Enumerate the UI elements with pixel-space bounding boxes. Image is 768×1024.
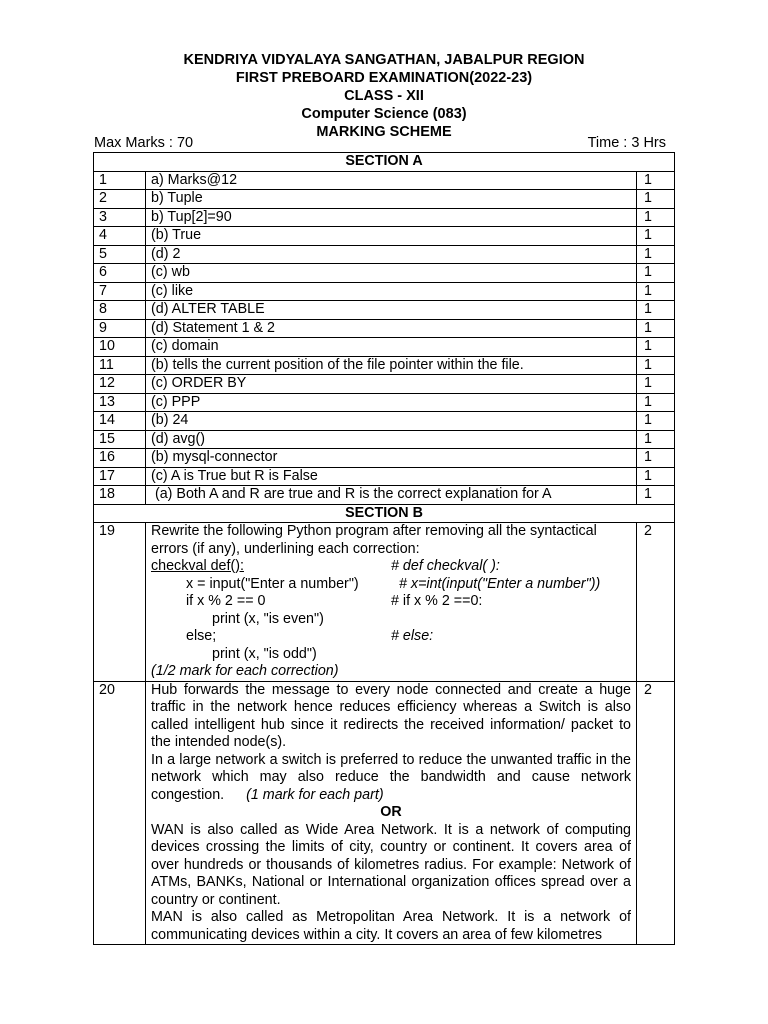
question-number: 6 [94,264,146,283]
marks-value: 1 [637,449,675,468]
marks-value: 1 [637,301,675,320]
question-number: 4 [94,227,146,246]
marks-value: 1 [637,430,675,449]
answer-text: (c) A is True but R is False [146,467,637,486]
marks-value: 1 [637,338,675,357]
question-20-row [94,681,675,945]
answer-text: (d) avg() [146,430,637,449]
answer-text: (d) ALTER TABLE [146,301,637,320]
question-number: 9 [94,319,146,338]
marks-value: 2 [637,523,675,682]
answer-text: (c) wb [146,264,637,283]
answer-text: (a) Both A and R are true and R is the correct explanation for A [146,486,637,505]
marks-value: 1 [637,190,675,209]
table-row [94,208,675,227]
section-b-header-row [94,504,675,523]
question-number: 1 [94,171,146,190]
code-note-5: # else: [391,628,434,644]
marks-value: 1 [637,412,675,431]
answer-paragraph-man: MAN is also called as Metropolitan Area Network. It is a network of communicating devices within a city. It covers an area of few kilometres [151,909,631,943]
marking-scheme-table [93,152,675,945]
question-number: 11 [94,356,146,375]
question-number: 3 [94,208,146,227]
or-separator: OR [380,804,402,820]
question-number: 16 [94,449,146,468]
answer-paragraph-hub-switch: Hub forwards the message to every node connected and create a huge traffic in the network hence reduces efficiency whereas a Switch is also called intelligent hub since it redirects the received information/ packet to the intended node(s). [151,681,631,750]
table-row [94,171,675,190]
answer-text: (c) PPP [146,393,637,412]
document-header [0,51,768,141]
header-class: CLASS - XII [344,88,424,104]
table-row [94,412,675,431]
question-number: 12 [94,375,146,394]
table-row [94,282,675,301]
answer-text: (d) Statement 1 & 2 [146,319,637,338]
header-title: MARKING SCHEME [316,124,452,140]
marks-value: 1 [637,282,675,301]
question-number: 7 [94,282,146,301]
question-number: 13 [94,393,146,412]
marks-value: 1 [637,486,675,505]
marks-value: 1 [637,227,675,246]
question-20-marking-note: (1 mark for each part) [246,786,384,803]
question-19-answer [146,523,637,682]
code-note-3: # if x % 2 ==0: [391,593,483,609]
table-row [94,356,675,375]
question-number: 19 [94,523,146,682]
answer-text: (b) True [146,227,637,246]
code-line-5: else; [186,628,217,644]
answer-text: b) Tup[2]=90 [146,208,637,227]
marks-value: 1 [637,375,675,394]
question-number: 2 [94,190,146,209]
table-row [94,393,675,412]
question-number: 20 [94,681,146,945]
table-row [94,449,675,468]
answer-text: a) Marks@12 [146,171,637,190]
code-note-2: # x=int(input("Enter a number")) [399,575,601,592]
answer-text: (b) 24 [146,412,637,431]
table-row [94,264,675,283]
code-block [151,558,631,663]
question-number: 15 [94,430,146,449]
marks-value: 1 [637,356,675,375]
question-19-intro: Rewrite the following Python program after removing all the syntactical errors (if any), underlining each correction: [151,523,597,557]
header-school: KENDRIYA VIDYALAYA SANGATHAN, JABALPUR REGION [183,52,585,68]
marks-value: 1 [637,264,675,283]
marks-value: 1 [637,245,675,264]
question-number: 5 [94,245,146,264]
answer-paragraph-switch-preferred: In a large network a switch is preferred to reduce the unwanted traffic in the network which may also reduce the bandwidth and cause network congestion. (1 mark for each part) [151,751,631,803]
marks-value: 1 [637,208,675,227]
answer-text: (c) domain [146,338,637,357]
answer-paragraph-wan: WAN is also called as Wide Area Network. It is a network of computing devices crossing the limits of city, country or continent. It covers area of over hundreds or thousands of kilometres radius. For example: Network of ATMs, BANKs, National or International organization offices spread over a country or continent. [151,821,631,908]
code-note-1: # def checkval( ): [391,558,500,574]
max-marks: Max Marks : 70 [94,135,194,151]
question-number: 18 [94,486,146,505]
marks-value: 1 [637,467,675,486]
section-b-title: SECTION B [94,504,675,523]
question-number: 10 [94,338,146,357]
answer-text: (b) tells the current position of the file pointer within the file. [146,356,637,375]
answer-text: (c) like [146,282,637,301]
header-exam: FIRST PREBOARD EXAMINATION(2022-23) [235,70,533,86]
exam-meta [94,135,666,151]
answer-text: (c) ORDER BY [146,375,637,394]
table-row [94,486,675,505]
exam-time: Time : 3 Hrs [587,135,666,151]
table-row [94,375,675,394]
marks-value: 1 [637,171,675,190]
code-line-4: print (x, "is even") [212,610,324,627]
question-19-row [94,523,675,682]
code-line-6: print (x, "is odd") [212,645,317,662]
code-line-3: if x % 2 == 0 [186,593,266,609]
question-number: 14 [94,412,146,431]
marks-value: 1 [637,393,675,412]
answer-text: (d) 2 [146,245,637,264]
section-a-header-row [94,153,675,172]
table-row [94,319,675,338]
header-subject: Computer Science (083) [301,106,467,122]
question-19-marking-note: (1/2 mark for each correction) [151,663,339,679]
code-line-1: checkval def(): [151,558,244,574]
table-row [94,338,675,357]
question-20-answer [146,681,637,945]
table-row [94,467,675,486]
section-a-title: SECTION A [94,153,675,172]
marks-value: 2 [637,681,675,945]
code-line-2: x = input("Enter a number") [186,575,359,592]
question-number: 17 [94,467,146,486]
table-row [94,301,675,320]
question-number: 8 [94,301,146,320]
answer-text: (b) mysql-connector [146,449,637,468]
table-row [94,430,675,449]
answer-text: b) Tuple [146,190,637,209]
table-row [94,227,675,246]
table-row [94,245,675,264]
marks-value: 1 [637,319,675,338]
table-row [94,190,675,209]
